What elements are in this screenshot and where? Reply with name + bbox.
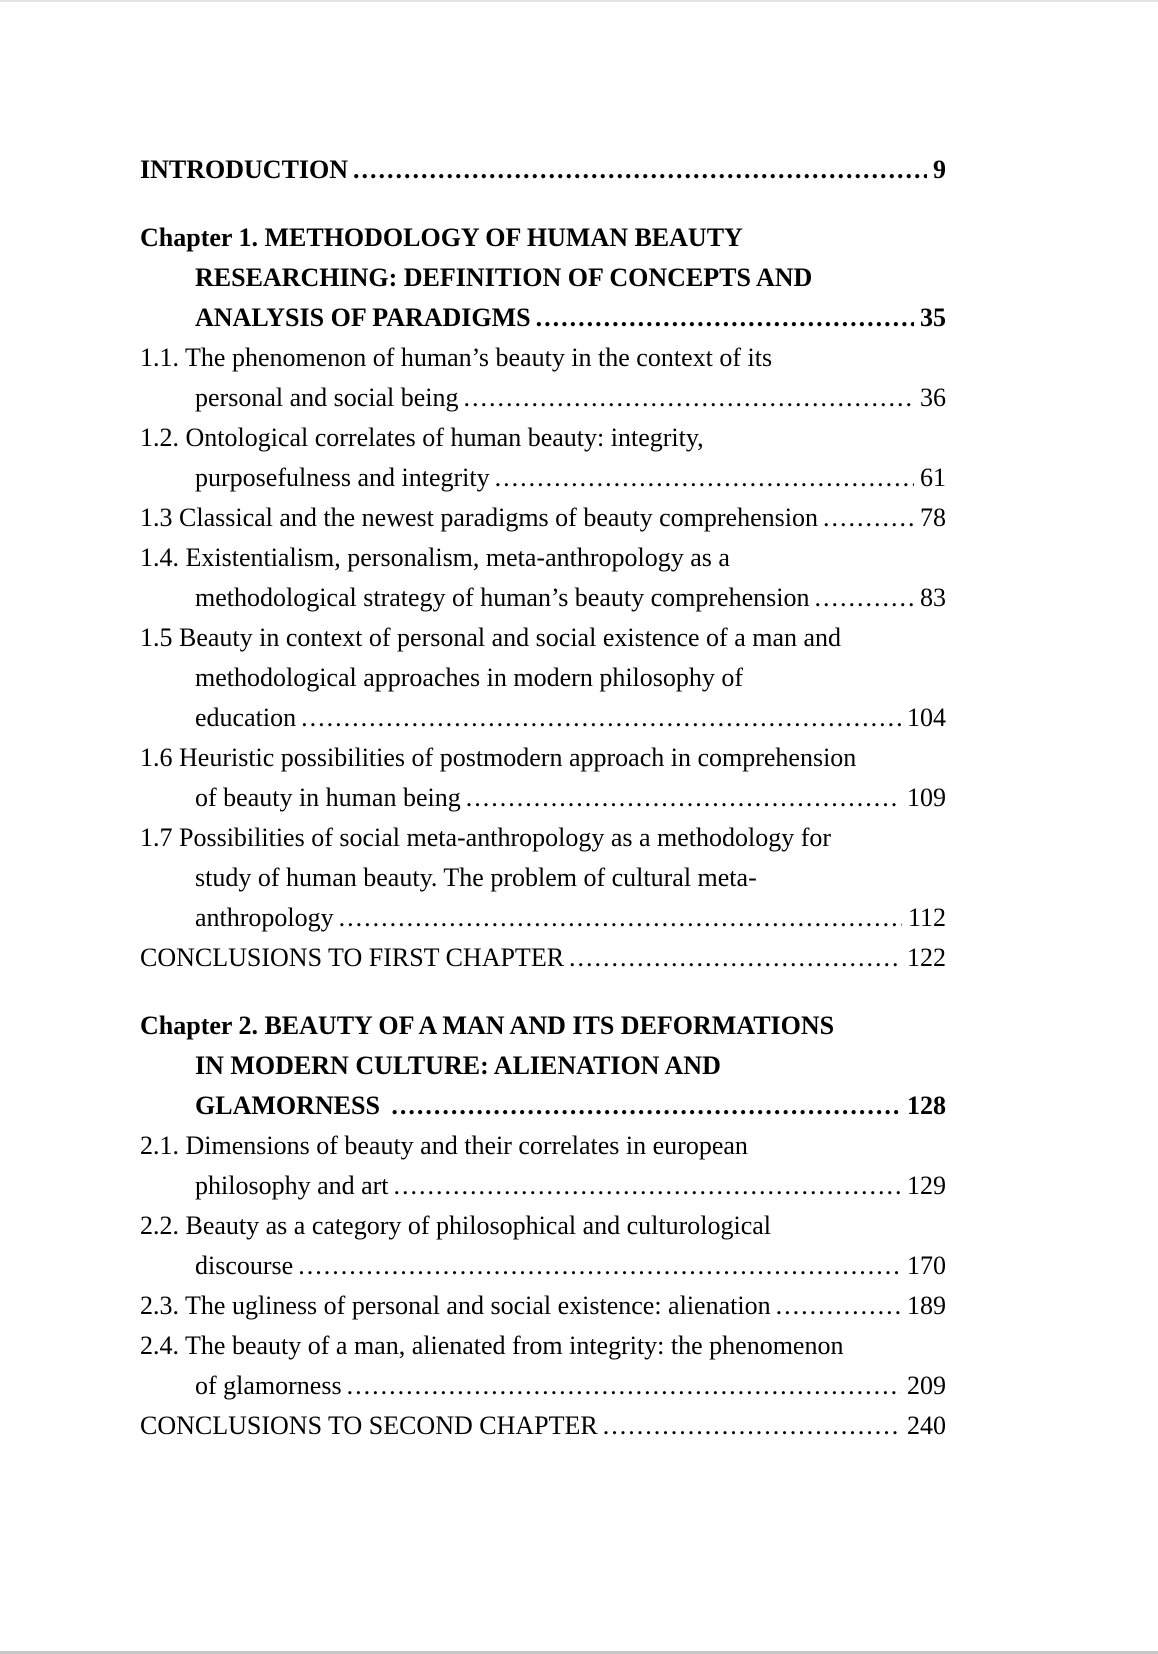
toc-chapter-entry xyxy=(140,1006,946,1126)
toc-line xyxy=(140,1326,946,1366)
toc-line xyxy=(140,578,946,618)
toc-line-text: personal and social being xyxy=(195,383,459,412)
toc-line-text: CONCLUSIONS TO SECOND CHAPTER xyxy=(140,1411,598,1440)
toc-line xyxy=(140,658,946,698)
toc-line-text: discourse xyxy=(195,1251,294,1280)
toc-line xyxy=(140,538,946,578)
toc-line xyxy=(140,938,946,978)
toc-entry xyxy=(140,938,946,978)
page-number: 122 xyxy=(907,943,946,972)
toc-line xyxy=(140,1406,946,1446)
toc-line-text: Chapter 1. METHODOLOGY OF HUMAN BEAUTY xyxy=(140,223,743,252)
toc-line xyxy=(140,258,946,298)
toc-line xyxy=(140,1286,946,1326)
page-number: 78 xyxy=(920,503,946,532)
dot-leader xyxy=(339,898,902,938)
toc-line-text: 2.3. The ugliness of personal and social existence: alienation xyxy=(140,1291,771,1320)
page-number: 129 xyxy=(907,1171,946,1200)
page-number: 209 xyxy=(907,1371,946,1400)
toc-line xyxy=(140,1366,946,1406)
toc-line xyxy=(140,898,946,938)
dot-leader xyxy=(776,1286,901,1326)
dot-leader xyxy=(603,1406,901,1446)
toc-line xyxy=(140,150,946,190)
toc-line-text: INTRODUCTION xyxy=(140,155,349,184)
toc-line xyxy=(140,778,946,818)
toc-line xyxy=(140,858,946,898)
toc-line xyxy=(140,618,946,658)
toc-line xyxy=(140,1086,946,1126)
toc-line-text: methodological strategy of human’s beauty comprehension xyxy=(195,583,810,612)
toc-line-text: GLAMORNESS xyxy=(195,1091,387,1120)
toc-line-text: Chapter 2. BEAUTY OF A MAN AND ITS DEFORMATIONS xyxy=(140,1011,835,1040)
toc-line xyxy=(140,738,946,778)
toc-line xyxy=(140,298,946,338)
page-number: 170 xyxy=(907,1251,946,1280)
page-number: 61 xyxy=(920,463,946,492)
toc-entry xyxy=(140,1406,946,1446)
toc-chapter-entry xyxy=(140,150,946,190)
toc-entry xyxy=(140,818,946,938)
toc-line xyxy=(140,818,946,858)
toc-line xyxy=(140,1046,946,1086)
toc-line-text: philosophy and art xyxy=(195,1171,389,1200)
toc-entry xyxy=(140,1126,946,1206)
dot-leader xyxy=(301,698,901,738)
toc-line xyxy=(140,1006,946,1046)
toc-entry xyxy=(140,338,946,418)
toc-line xyxy=(140,1166,946,1206)
dot-leader xyxy=(495,458,914,498)
toc-line xyxy=(140,378,946,418)
toc-line-text: 1.6 Heuristic possibilities of postmodern approach in comprehension xyxy=(140,743,857,772)
toc-chapter-entry xyxy=(140,218,946,338)
toc-entry xyxy=(140,618,946,738)
page-number: 128 xyxy=(907,1091,946,1120)
toc-line-text: 1.5 Beauty in context of personal and social existence of a man and xyxy=(140,623,842,652)
dot-leader xyxy=(569,938,901,978)
dot-leader xyxy=(353,150,927,190)
dot-leader xyxy=(394,1166,901,1206)
toc-entry xyxy=(140,498,946,538)
toc-entry xyxy=(140,1286,946,1326)
toc-line-text: CONCLUSIONS TO FIRST CHAPTER xyxy=(140,943,565,972)
dot-leader xyxy=(536,298,914,338)
toc-line xyxy=(140,338,946,378)
toc-entry xyxy=(140,418,946,498)
toc-line-text: 2.4. The beauty of a man, alienated from integrity: the phenomenon xyxy=(140,1331,844,1360)
toc-line xyxy=(140,458,946,498)
page-number: 36 xyxy=(920,383,946,412)
dot-leader xyxy=(391,1086,901,1126)
page-number: 109 xyxy=(907,783,946,812)
toc-line xyxy=(140,698,946,738)
page-number: 240 xyxy=(907,1411,946,1440)
toc-line-text: IN MODERN CULTURE: ALIENATION AND xyxy=(195,1051,721,1080)
toc-line-text: ANALYSIS OF PARADIGMS xyxy=(195,303,531,332)
dot-leader xyxy=(823,498,914,538)
toc-entry xyxy=(140,538,946,618)
page-number: 35 xyxy=(920,303,946,332)
page-number: 112 xyxy=(907,903,946,932)
toc-line-text: 1.4. Existentialism, personalism, meta-anthropology as a xyxy=(140,543,730,572)
dot-leader xyxy=(466,778,901,818)
toc-line-text: 2.2. Beauty as a category of philosophical and culturological xyxy=(140,1211,772,1240)
toc-line xyxy=(140,1126,946,1166)
dot-leader xyxy=(814,578,914,618)
toc-line xyxy=(140,1206,946,1246)
toc-line xyxy=(140,1246,946,1286)
toc-line-text: of beauty in human being xyxy=(195,783,461,812)
page-number: 189 xyxy=(907,1291,946,1320)
dot-leader xyxy=(347,1366,901,1406)
toc-line-text: study of human beauty. The problem of cultural meta- xyxy=(195,863,757,892)
toc-line-text: methodological approaches in modern philosophy of xyxy=(195,663,744,692)
toc-line xyxy=(140,418,946,458)
toc-line-text: 1.3 Classical and the newest paradigms of beauty comprehension xyxy=(140,503,818,532)
toc-entry xyxy=(140,1206,946,1286)
toc-line-text: anthropology xyxy=(195,903,334,932)
toc-entry xyxy=(140,1326,946,1406)
dot-leader xyxy=(298,1246,901,1286)
toc-line-text: education xyxy=(195,703,297,732)
toc-line-text: 1.2. Ontological correlates of human beauty: integrity, xyxy=(140,423,704,452)
toc-line-text: 1.7 Possibilities of social meta-anthropology as a methodology for xyxy=(140,823,832,852)
page-number: 9 xyxy=(933,155,946,184)
page-number: 83 xyxy=(920,583,946,612)
table-of-contents xyxy=(140,150,946,1446)
page-number: 104 xyxy=(907,703,946,732)
toc-line-text: 2.1. Dimensions of beauty and their correlates in european xyxy=(140,1131,748,1160)
toc-line-text: purposefulness and integrity xyxy=(195,463,490,492)
toc-entry xyxy=(140,738,946,818)
toc-line-text: 1.1. The phenomenon of human’s beauty in the context of its xyxy=(140,343,773,372)
toc-line-text: of glamorness xyxy=(195,1371,342,1400)
toc-line xyxy=(140,498,946,538)
toc-line-text: RESEARCHING: DEFINITION OF CONCEPTS AND xyxy=(195,263,813,292)
toc-line xyxy=(140,218,946,258)
dot-leader xyxy=(464,378,914,418)
